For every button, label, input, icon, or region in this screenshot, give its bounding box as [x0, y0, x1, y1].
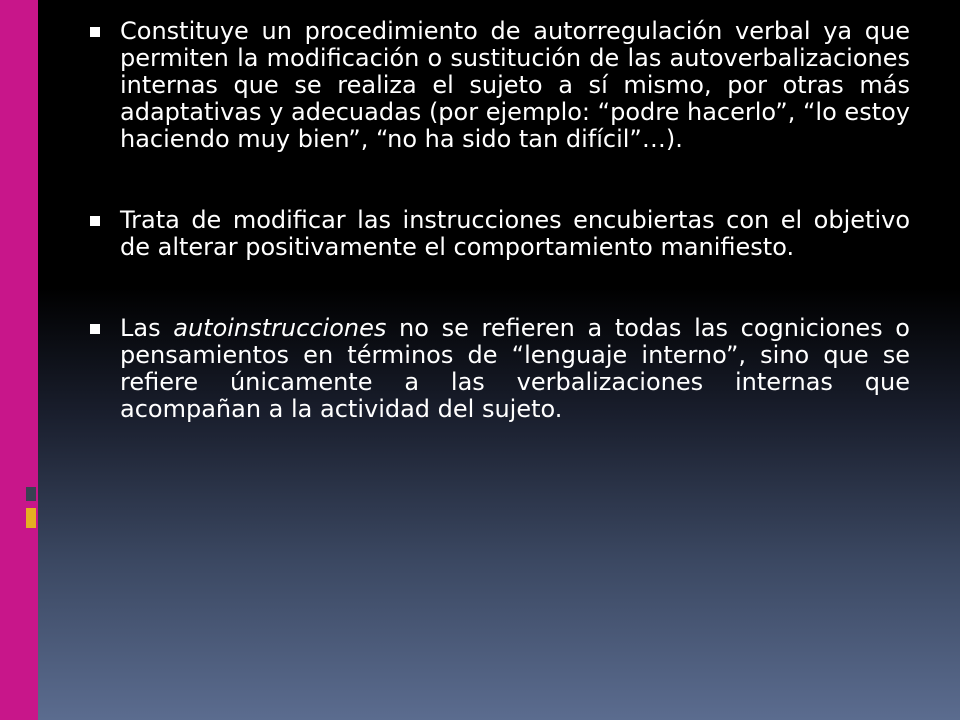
bullet-list: [84, 18, 910, 477]
accent-square-gray: [26, 487, 36, 501]
square-bullet-icon: [90, 324, 100, 334]
bullet-text-1: Constituye un procedimiento de autorregulación verbal ya que permiten la modificación o sustitución de las autoverbalizaciones internas que se realiza el sujeto a sí mismo, por otras más adaptativas y adecuadas (por ejemplo: “podre hacerlo”, “lo estoy haciendo muy bien”, “no ha sido tan difícil”…).: [120, 17, 910, 153]
bullet-text-3-emphasis: autoinstrucciones: [173, 314, 387, 342]
bullet-item-1: [84, 18, 910, 153]
bullet-item-3: [84, 315, 910, 423]
bullet-item-2: [84, 207, 910, 261]
square-bullet-icon: [90, 216, 100, 226]
accent-square-gold: [26, 508, 36, 528]
bullet-text-3: [120, 315, 910, 423]
square-bullet-icon: [90, 27, 100, 37]
left-decor: [0, 0, 38, 720]
vertical-lines-decor-icon: [4, 0, 38, 120]
bullet-text-3-after: no se refieren a todas las cogniciones o pensamientos en términos de “lenguaje interno”, sino que se refiere únicamente a las verbalizaciones internas que acompañan a la actividad del sujeto.: [120, 314, 910, 423]
bullet-text-3-before: Las: [120, 314, 174, 342]
accent-square-magenta: [26, 470, 36, 480]
bullet-text-2: Trata de modificar las instrucciones encubiertas con el objetivo de alterar positivamente el comportamiento manifiesto.: [120, 206, 910, 261]
